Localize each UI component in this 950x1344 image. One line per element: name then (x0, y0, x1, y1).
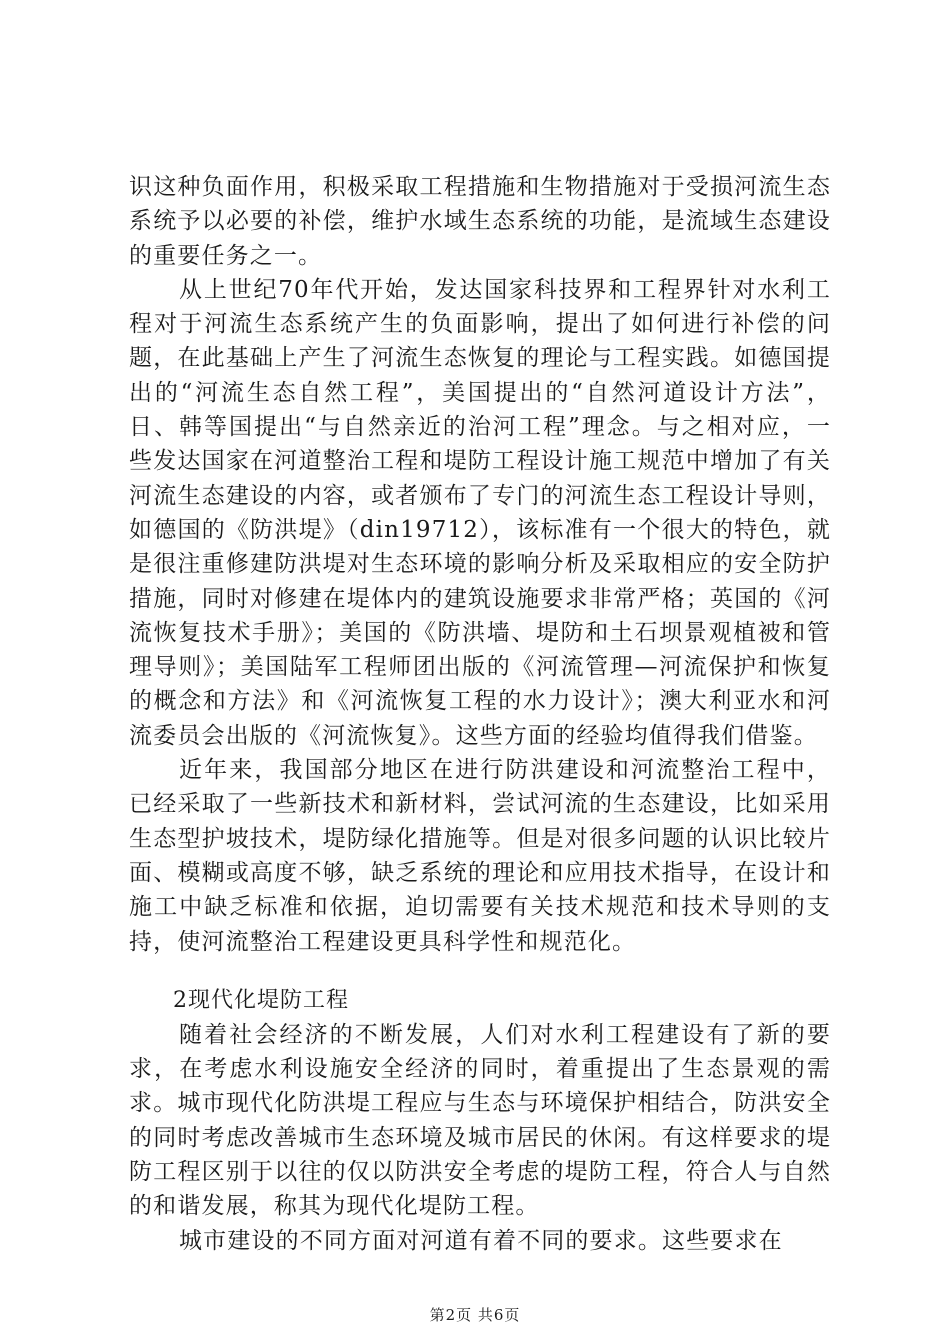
document-body (129, 170, 831, 1258)
paragraph-urban-requirements: 城市建设的不同方面对河道有着不同的要求。这些要求在 (179, 1227, 783, 1254)
paragraph-international-practice: 从上世纪70年代开始，发达国家科技界和工程界针对水利工程对于河流生态系统产生的负面影响，提出了如何进行补偿的问题，在此基础上产生了河流生态恢复的理论与工程实践。如德国提出的“河流生态自然工程”，美国提出的“自然河道设计方法”，日、韩等国提出“与自然亲近的治河工程”理念。与之相对应，一些发达国家在河道整治工程和堤防工程设计施工规范中增加了有关河流生态建设的内容，或者颁布了专门的河流生态工程设计导则，如德国的《防洪堤》（din19712），该标准有一个很大的特色，就是很注重修建防洪堤对生态环境的影响分析及采取相应的安全防护措施，同时对修建在堤体内的建筑设施要求非常严格；英国的《河流恢复技术手册》；美国的《防洪墙、堤防和土石坝景观植被和管理导则》；美国陆军工程师团出版的《河流管理—河流保护和恢复的概念和方法》和《河流恢复工程的水力设计》；澳大利亚水和河流委员会出版的《河流恢复》。这些方面的经验均值得我们借鉴。 (129, 276, 831, 749)
page-number-footer: 第2页 共6页 (429, 1306, 521, 1324)
paragraph-continued: 识这种负面作用，积极采取工程措施和生物措施对于受损河流生态系统予以必要的补偿，维护水域生态系统的功能，是流域生态建设的重要任务之一。 (129, 174, 831, 269)
paragraph-domestic-status: 近年来，我国部分地区在进行防洪建设和河流整治工程中，已经采取了一些新技术和新材料，尝试河流的生态建设，比如采用生态型护坡技术，堤防绿化措施等。但是对很多问题的认识比较片面、模糊或高度不够，缺乏系统的理论和应用技术指导，在设计和施工中缺乏标准和依据，迫切需要有关技术规范和技术导则的支持，使河流整治工程建设更具科学性和规范化。 (129, 757, 831, 955)
paragraph-modern-levee-definition: 随着社会经济的不断发展，人们对水利工程建设有了新的要求，在考虑水利设施安全经济的同时，着重提出了生态景观的需求。城市现代化防洪堤工程应与生态与环境保护相结合，防洪安全的同时考虑改善城市生态环境及城市居民的休闲。有这样要求的堤防工程区别于以往的仅以防洪安全考虑的堤防工程，符合人与自然的和谐发展，称其为现代化堤防工程。 (129, 1021, 831, 1220)
section-heading: 2现代化堤防工程 (173, 987, 349, 1013)
